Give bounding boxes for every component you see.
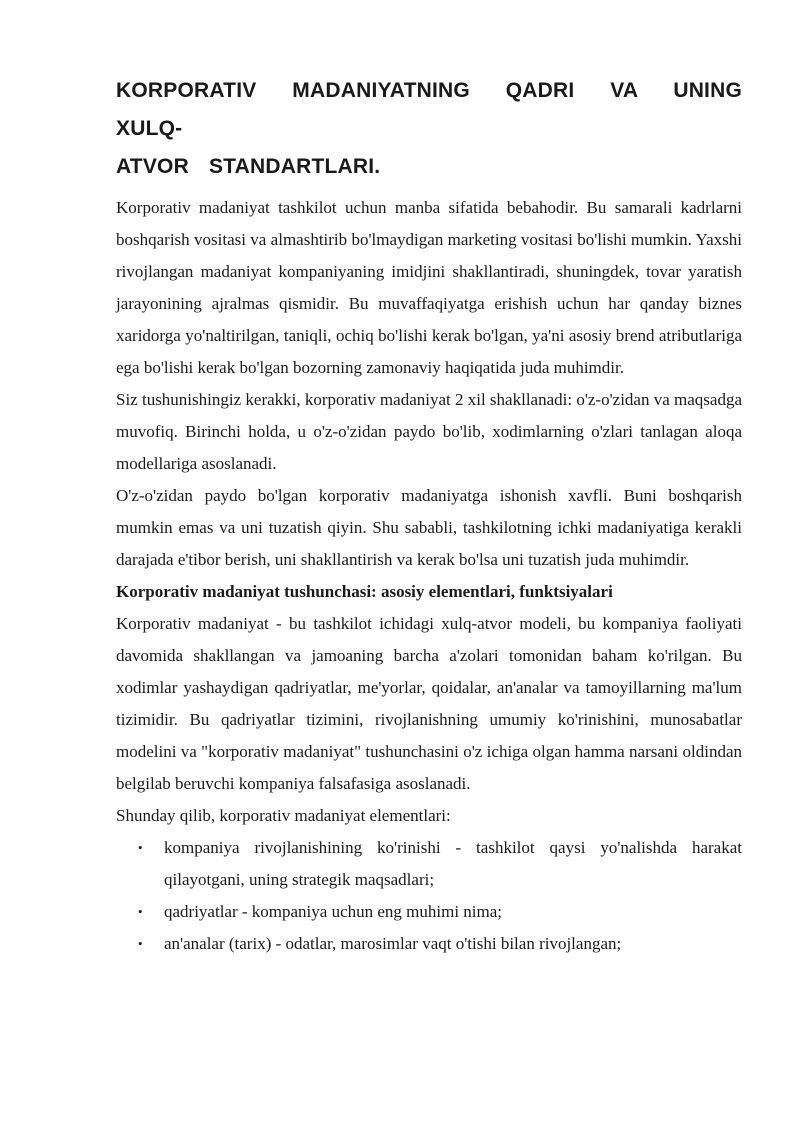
- list-item: [138, 896, 742, 928]
- section-subheading: Korporativ madaniyat tushunchasi: asosiy elementlari, funktsiyalari: [116, 582, 613, 601]
- document-page: [116, 72, 742, 960]
- list-item-text: an'analar (tarix) - odatlar, marosimlar vaqt o'tishi bilan rivojlangan;: [164, 934, 622, 953]
- document-title: [116, 72, 742, 186]
- title-line-2: ATVOR STANDARTLARI.: [116, 155, 381, 178]
- bullet-icon: •: [138, 840, 143, 855]
- paragraph-body-2: Shunday qilib, korporativ madaniyat elementlari:: [116, 806, 451, 825]
- paragraph-body-1: Korporativ madaniyat - bu tashkilot ichidagi xulq-atvor modeli, bu kompaniya faoliyati davomida shakllangan va jamoaning barcha a'zolari tomonidan baham ko'rilgan. Bu xodimlar yashaydigan qadriyatlar, me'yorlar, qoidalar, an'analar va tamoyillarning ma'lum tizimidir. Bu qadriyatlar tizimini, rivojlanishning umumiy ko'rinishini, munosabatlar modelini va "korporativ madaniyat" tushunchasini o'z ichiga olgan hamma narsani oldindan belgilab beruvchi kompaniya falsafasiga asoslanadi.: [116, 614, 742, 793]
- list-item-text: qadriyatlar - kompaniya uchun eng muhimi nima;: [164, 902, 503, 921]
- bullet-icon: •: [138, 936, 143, 951]
- paragraph-intro-2: Siz tushunishingiz kerakki, korporativ madaniyat 2 xil shakllanadi: o'z-o'zidan va maqsadga muvofiq. Birinchi holda, u o'z-o'zidan paydo bo'lib, xodimlarning o'zlari tanlagan aloqa modellariga asoslanadi.: [116, 390, 742, 473]
- paragraph-intro-1: Korporativ madaniyat tashkilot uchun manba sifatida bebahodir. Bu samarali kadrlarni boshqarish vositasi va almashtirib bo'lmaydigan marketing vositasi bo'lishi mumkin. Yaxshi rivojlangan madaniyat kompaniyaning imidjini shakllantiradi, shuningdek, tovar yaratish jarayonining ajralmas qismidir. Bu muvaffaqiyatga erishish uchun har qanday biznes xaridorga yo'naltirilgan, taniqli, ochiq bo'lishi kerak bo'lgan, ya'ni asosiy brend atributlariga ega bo'lishi kerak bo'lgan bozorning zamonaviy haqiqatida juda muhimdir.: [116, 198, 742, 377]
- list-item: [138, 832, 742, 896]
- elements-list: [116, 832, 742, 960]
- list-item: [138, 928, 742, 960]
- paragraph-intro-3: O'z-o'zidan paydo bo'lgan korporativ madaniyatga ishonish xavfli. Buni boshqarish mumkin emas va uni tuzatish qiyin. Shu sababli, tashkilotning ichki madaniyatiga kerakli darajada e'tibor berish, uni shakllantirish va kerak bo'lsa uni tuzatish juda muhimdir.: [116, 486, 742, 569]
- bullet-icon: •: [138, 904, 143, 919]
- list-item-text: kompaniya rivojlanishining ko'rinishi - tashkilot qaysi yo'nalishda harakat qilayotgani, uning strategik maqsadlari;: [164, 838, 742, 889]
- title-line-1: KORPORATIV MADANIYATNING QADRI VA UNING XULQ-: [116, 79, 742, 140]
